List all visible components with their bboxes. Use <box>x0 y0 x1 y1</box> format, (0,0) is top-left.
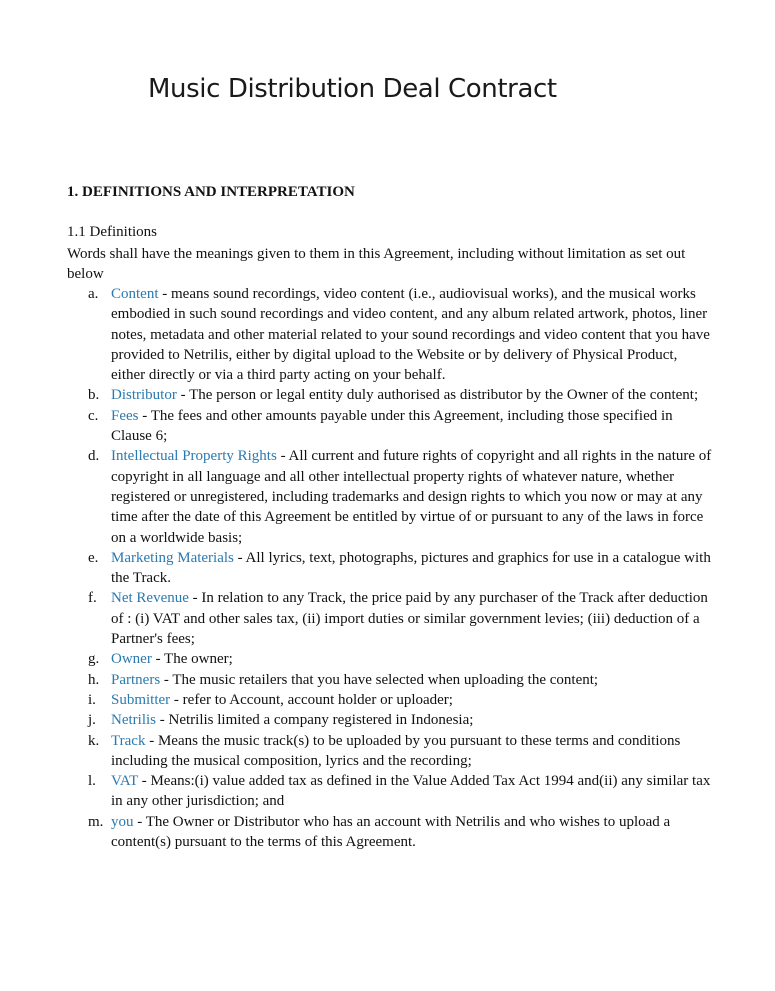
definition-term: Intellectual Property Rights <box>111 448 277 465</box>
definition-text: - The Owner or Distributor who has an account with Netrilis and who wishes to upload a content(s) pursuant to the terms of this Agreement. <box>111 813 671 851</box>
definition-term: Content <box>111 286 159 302</box>
definition-item-you <box>67 812 712 853</box>
list-marker: l. <box>88 773 96 790</box>
definition-text: - All lyrics, text, photographs, pictures and graphics for use in a catalogue with the Track. <box>111 549 711 587</box>
definition-item-content <box>67 284 712 385</box>
definition-text: - means sound recordings, video content (i.e., audiovisual works), and the musical works embodied in such sound recordings and video content, and any album related artwork, photos, liner notes, metadata and other material related to your sound recordings and video content that you have provided to Netrilis, either by digital upload to the Website or by delivery of Physical Product, either directly or via a third party acting on your behalf. <box>111 286 710 384</box>
definitions-list <box>67 284 712 852</box>
definition-item-vat <box>67 771 712 812</box>
list-marker: a. <box>88 286 99 302</box>
list-marker: d. <box>88 448 100 465</box>
definition-term: VAT <box>111 773 138 790</box>
definition-term: Submitter <box>111 691 171 708</box>
definition-item-distributor <box>67 385 712 405</box>
definition-term: Track <box>111 732 146 749</box>
definition-term: Net Revenue <box>111 590 189 607</box>
definition-text: - Means the music track(s) to be uploaded by you pursuant to these terms and conditions including the musical composition, lyrics and the recording; <box>111 732 681 769</box>
subsection-heading: 1.1 Definitions <box>67 224 157 240</box>
list-marker: i. <box>88 691 96 708</box>
definition-text: - All current and future rights of copyright and all rights in the nature of copyright in all language and all other intellectual property rights of whatever nature, whether registered or unregistered, including trademarks and design rights to which you now or may at any time after the date of this Agreement be entitled by virtue of or pursuant to any of the laws in force on a worldwide basis; <box>111 448 712 546</box>
list-marker: f. <box>88 590 97 607</box>
definition-text: - Netrilis limited a company registered in Indonesia; <box>156 712 474 729</box>
definition-item-net-revenue <box>67 588 712 649</box>
list-marker: k. <box>88 732 100 749</box>
definition-text: - The owner; <box>151 651 233 668</box>
document-title: Music Distribution Deal Contract <box>148 74 557 104</box>
definition-item-fees <box>67 406 712 447</box>
definition-term: Owner <box>111 651 152 668</box>
definition-term: Netrilis <box>111 712 156 729</box>
definition-item-owner <box>67 649 712 669</box>
section-heading: 1. DEFINITIONS AND INTERPRETATION <box>67 184 355 200</box>
intro-paragraph: Words shall have the meanings given to them in this Agreement, including without limitation as set out below <box>67 246 686 283</box>
definition-item-marketing-materials <box>67 548 712 589</box>
definition-term: Fees <box>111 407 139 424</box>
definition-item-track <box>67 731 712 772</box>
definition-text: - In relation to any Track, the price paid by any purchaser of the Track after deduction of : (i) VAT and other sales tax, (ii) import duties or similar government levies; (iii) deduction of a Partner's fees; <box>111 590 708 648</box>
list-marker: g. <box>88 651 100 668</box>
list-marker: c. <box>88 407 99 424</box>
definition-term: Marketing Materials <box>111 549 234 566</box>
definition-item-ip-rights <box>67 446 712 547</box>
definition-item-partners <box>67 670 712 690</box>
definition-item-submitter <box>67 690 712 710</box>
list-marker: h. <box>88 671 100 688</box>
list-marker: m. <box>88 813 104 830</box>
definition-item-netrilis <box>67 710 712 730</box>
definition-text: - refer to Account, account holder or uploader; <box>170 691 453 708</box>
definition-term: you <box>111 813 134 830</box>
definition-text: - The music retailers that you have selected when uploading the content; <box>160 671 599 688</box>
definition-term: Distributor <box>111 387 177 404</box>
definition-text: - The fees and other amounts payable under this Agreement, including those specified in Clause 6; <box>111 407 673 445</box>
list-marker: e. <box>88 549 99 566</box>
definition-text: - Means:(i) value added tax as defined in the Value Added Tax Act 1994 and(ii) any similar tax in any other jurisdiction; and <box>111 773 711 810</box>
list-marker: b. <box>88 387 100 404</box>
list-marker: j. <box>88 712 96 729</box>
definition-term: Partners <box>111 671 161 688</box>
definition-text: - The person or legal entity duly authorised as distributor by the Owner of the content; <box>176 387 699 404</box>
